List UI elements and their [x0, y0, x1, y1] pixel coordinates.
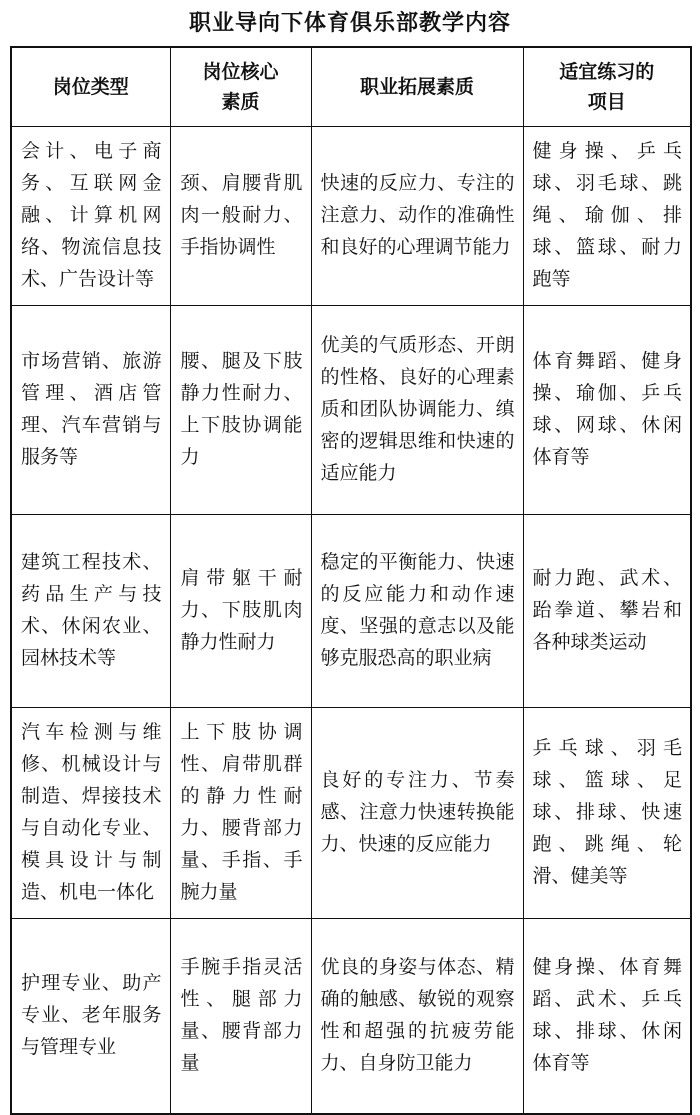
cell-suitable-items: 体育舞蹈、健身操、瑜伽、乒乓球、网球、休闲体育等: [523, 306, 691, 515]
cell-core-quality: 手腕手指灵活性、腿部力量、腰背部力量: [170, 919, 311, 1115]
table-row: [11, 127, 691, 306]
header-row: [11, 47, 691, 127]
table-row: [11, 708, 691, 919]
cell-suitable-items: 耐力跑、武术、跆拳道、攀岩和各种球类运动: [523, 515, 691, 708]
cell-suitable-items: 健身操、乒乓球、羽毛球、跳绳、瑜伽、排球、篮球、耐力跑等: [523, 127, 691, 306]
cell-core-quality: 颈、肩腰背肌肉一般耐力、手指协调性: [170, 127, 311, 306]
cell-extended-quality: 优美的气质形态、开朗的性格、良好的心理素质和团队协调能力、缜密的逻辑思维和快速的适应能力: [311, 306, 523, 515]
header-job-type: 岗位类型: [11, 47, 170, 127]
content-table: [10, 46, 692, 1115]
cell-job-type: 会计、电子商务、互联网金融、计算机网络、物流信息技术、广告设计等: [11, 127, 170, 306]
header-extended-quality: 职业拓展素质: [311, 47, 523, 127]
table-row: [11, 306, 691, 515]
cell-core-quality: 上下肢协调性、肩带肌群的静力性耐力、腰背部力量、手指、手腕力量: [170, 708, 311, 919]
cell-extended-quality: 良好的专注力、节奏感、注意力快速转换能力、快速的反应能力: [311, 708, 523, 919]
cell-suitable-items: 乒乓球、羽毛球、篮球、足球、排球、快速跑、跳绳、轮滑、健美等: [523, 708, 691, 919]
header-suitable-items: 适宜练习的 项目: [523, 47, 691, 127]
header-core-quality: 岗位核心 素质: [170, 47, 311, 127]
cell-suitable-items: 健身操、体育舞蹈、武术、乒乓球、排球、休闲体育等: [523, 919, 691, 1115]
cell-core-quality: 肩带躯干耐力、下肢肌肉静力性耐力: [170, 515, 311, 708]
table-row: [11, 515, 691, 708]
cell-job-type: 汽车检测与维修、机械设计与制造、焊接技术与自动化专业、模具设计与制造、机电一体化: [11, 708, 170, 919]
cell-extended-quality: 稳定的平衡能力、快速的反应能力和动作速度、坚强的意志以及能够克服恐高的职业病: [311, 515, 523, 708]
cell-extended-quality: 优良的身姿与体态、精确的触感、敏锐的观察性和超强的抗疲劳能力、自身防卫能力: [311, 919, 523, 1115]
page-title: 职业导向下体育俱乐部教学内容: [188, 11, 511, 36]
cell-job-type: 市场营销、旅游管理、酒店管理、汽车营销与服务等: [11, 306, 170, 515]
cell-job-type: 建筑工程技术、药品生产与技术、休闲农业、园林技术等: [11, 515, 170, 708]
cell-extended-quality: 快速的反应力、专注的注意力、动作的准确性和良好的心理调节能力: [311, 127, 523, 306]
table-row: [11, 919, 691, 1115]
cell-core-quality: 腰、腿及下肢静力性耐力、上下肢协调能力: [170, 306, 311, 515]
cell-job-type: 护理专业、助产专业、老年服务与管理专业: [11, 919, 170, 1115]
